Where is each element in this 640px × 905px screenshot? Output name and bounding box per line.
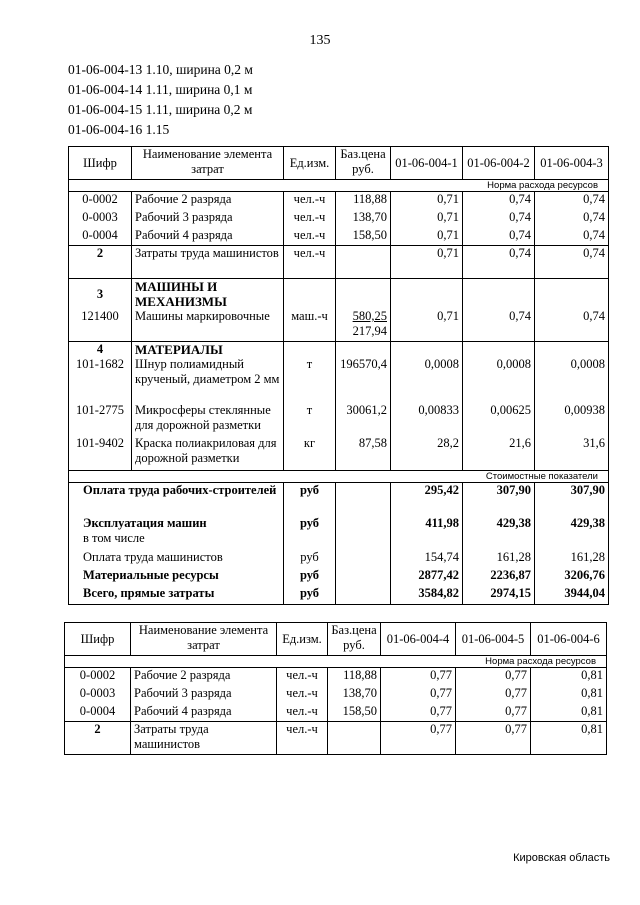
cell-value: 0,77 <box>456 686 531 704</box>
norma-label: Норма расхода ресурсов <box>69 180 609 192</box>
resource-table-2 <box>64 622 607 755</box>
cell-shifr: 2 <box>65 722 131 755</box>
cell-value: 28,2 <box>391 436 463 470</box>
norma-label: Норма расхода ресурсов <box>65 656 607 668</box>
code-line: 01-06-004-13 1.10, ширина 0,2 м <box>68 62 253 77</box>
resource-table-1 <box>68 146 609 605</box>
cell-value: 0,0008 <box>463 357 535 403</box>
cell-value: 0,74 <box>535 228 609 246</box>
summary-value: 161,28 <box>463 550 535 568</box>
header-col-2: 01-06-004-5 <box>456 623 531 656</box>
table-row <box>69 210 609 228</box>
table-header <box>65 623 607 656</box>
header-name: Наименование элемента затрат <box>131 623 277 656</box>
cell-unit: чел.-ч <box>277 686 328 704</box>
cell-value: 0,77 <box>381 722 456 755</box>
cell-shifr: 101-2775 <box>69 403 132 436</box>
summary-row <box>69 586 609 604</box>
summary-subtitle: в том числе <box>83 531 145 545</box>
cell-value: 0,71 <box>391 228 463 246</box>
summary-value: 161,28 <box>535 550 609 568</box>
table-row <box>65 686 607 704</box>
table-row <box>69 309 609 341</box>
cell-unit: чел.-ч <box>284 192 336 210</box>
section-title: МАШИНЫ И МЕХАНИЗМЫ <box>132 279 284 310</box>
cell-price <box>336 246 391 279</box>
cell-value: 0,77 <box>381 686 456 704</box>
cell-name: Затраты труда машинистов <box>132 246 284 279</box>
cell-value: 21,6 <box>463 436 535 470</box>
summary-value: 2974,15 <box>463 586 535 604</box>
header-price: Баз.цена руб. <box>336 147 391 180</box>
cell-value: 0,81 <box>531 668 607 686</box>
cell-price: 138,70 <box>328 686 381 704</box>
cell-shifr: 0-0002 <box>69 192 132 210</box>
cell-name: Рабочий 4 разряда <box>131 704 277 722</box>
cell-price <box>336 309 391 341</box>
table-row <box>69 246 609 279</box>
cell-price: 158,50 <box>336 228 391 246</box>
summary-name <box>69 516 284 550</box>
header-col-1: 01-06-004-4 <box>381 623 456 656</box>
cell-value: 0,77 <box>456 668 531 686</box>
cell-shifr: 0-0003 <box>69 210 132 228</box>
cell-shifr: 0-0002 <box>65 668 131 686</box>
cell-name: Рабочие 2 разряда <box>131 668 277 686</box>
cell-price: 87,58 <box>336 436 391 470</box>
table-row <box>65 668 607 686</box>
cell-value: 0,77 <box>456 704 531 722</box>
cell-value: 0,00625 <box>463 403 535 436</box>
table-row <box>69 403 609 436</box>
footer-region: Кировская область <box>513 852 610 864</box>
header-unit: Ед.изм. <box>284 147 336 180</box>
cell-value: 0,74 <box>535 309 609 341</box>
summary-unit: руб <box>284 568 336 586</box>
section-title: МАТЕРИАЛЫ <box>132 341 284 357</box>
summary-unit: руб <box>284 482 336 516</box>
summary-value: 307,90 <box>463 482 535 516</box>
cell-price: 196570,4 <box>336 357 391 403</box>
table-row <box>69 228 609 246</box>
table-header <box>69 147 609 180</box>
cell-shifr: 0-0004 <box>69 228 132 246</box>
cell-value: 0,77 <box>381 668 456 686</box>
section-row-machines <box>69 279 609 310</box>
cell-unit: чел.-ч <box>277 668 328 686</box>
cell-value: 0,74 <box>463 210 535 228</box>
summary-row <box>69 568 609 586</box>
table-row <box>65 704 607 722</box>
cell-unit: т <box>284 403 336 436</box>
cell-name: Микросферы стеклянные для дорожной разметки <box>132 403 284 436</box>
cell-unit: чел.-ч <box>277 722 328 755</box>
summary-name: Оплата труда рабочих-строителей <box>69 482 284 516</box>
summary-value: 411,98 <box>391 516 463 550</box>
header-shifr: Шифр <box>65 623 131 656</box>
cell-name: Рабочий 3 разряда <box>131 686 277 704</box>
cell-value: 0,71 <box>391 309 463 341</box>
summary-unit: руб <box>284 516 336 550</box>
cell-price: 158,50 <box>328 704 381 722</box>
cell-shifr: 0-0004 <box>65 704 131 722</box>
summary-title: Эксплуатация машин <box>83 516 207 530</box>
cell-unit: чел.-ч <box>277 704 328 722</box>
summary-value: 2877,42 <box>391 568 463 586</box>
code-line: 01-06-004-15 1.11, ширина 0,2 м <box>68 102 253 117</box>
header-col-2: 01-06-004-2 <box>463 147 535 180</box>
cell-price: 118,88 <box>336 192 391 210</box>
cell-price <box>328 722 381 755</box>
header-name: Наименование элемента затрат <box>132 147 284 180</box>
cell-value: 0,81 <box>531 722 607 755</box>
stoim-label: Стоимостные показатели <box>69 470 609 482</box>
cell-shifr: 121400 <box>69 309 132 341</box>
summary-unit: руб <box>284 586 336 604</box>
cell-name: Рабочий 3 разряда <box>132 210 284 228</box>
summary-value: 307,90 <box>535 482 609 516</box>
cell-value: 0,74 <box>463 228 535 246</box>
summary-unit: руб <box>284 550 336 568</box>
summary-row <box>69 482 609 516</box>
cell-value: 0,71 <box>391 246 463 279</box>
cell-value: 0,74 <box>535 210 609 228</box>
header-unit: Ед.изм. <box>277 623 328 656</box>
cell-name: Рабочие 2 разряда <box>132 192 284 210</box>
cell-value: 0,71 <box>391 192 463 210</box>
header-price: Баз.цена руб. <box>328 623 381 656</box>
cell-shifr: 0-0003 <box>65 686 131 704</box>
summary-value: 295,42 <box>391 482 463 516</box>
cell-value: 31,6 <box>535 436 609 470</box>
cell-value: 0,74 <box>535 192 609 210</box>
cell-unit: чел.-ч <box>284 246 336 279</box>
cell-value: 0,74 <box>463 192 535 210</box>
code-line: 01-06-004-14 1.11, ширина 0,1 м <box>68 82 253 97</box>
cell-name: Шнур полиамидный крученый, диаметром 2 мм <box>132 357 284 403</box>
cell-value: 0,71 <box>391 210 463 228</box>
summary-name: Всего, прямые затраты <box>69 586 284 604</box>
header-shifr: Шифр <box>69 147 132 180</box>
cell-value: 0,00938 <box>535 403 609 436</box>
cell-price: 138,70 <box>336 210 391 228</box>
code-line: 01-06-004-16 1.15 <box>68 122 170 137</box>
header-col-3: 01-06-004-3 <box>535 147 609 180</box>
price-top: 580,25 <box>352 309 387 323</box>
section-row-materials <box>69 341 609 357</box>
cell-value: 0,81 <box>531 704 607 722</box>
cell-shifr: 101-9402 <box>69 436 132 470</box>
table-row <box>69 357 609 403</box>
cell-name: Краска полиакриловая для дорожной разметки <box>132 436 284 470</box>
header-col-3: 01-06-004-6 <box>531 623 607 656</box>
cell-price: 118,88 <box>328 668 381 686</box>
cell-value: 0,77 <box>381 704 456 722</box>
summary-value: 3584,82 <box>391 586 463 604</box>
cell-value: 0,74 <box>535 246 609 279</box>
summary-row <box>69 550 609 568</box>
cell-name: Машины маркировочные <box>132 309 284 341</box>
summary-value: 429,38 <box>463 516 535 550</box>
cell-shifr: 101-1682 <box>69 357 132 403</box>
cell-price: 30061,2 <box>336 403 391 436</box>
table-row <box>65 722 607 755</box>
cell-unit: т <box>284 357 336 403</box>
cell-name: Рабочий 4 разряда <box>132 228 284 246</box>
cell-value: 0,74 <box>463 309 535 341</box>
summary-value: 429,38 <box>535 516 609 550</box>
summary-value: 2236,87 <box>463 568 535 586</box>
cell-value: 0,00833 <box>391 403 463 436</box>
cell-shifr: 3 <box>69 279 132 310</box>
header-col-1: 01-06-004-1 <box>391 147 463 180</box>
cell-name: Затраты труда машинистов <box>131 722 277 755</box>
page-number: 135 <box>309 33 331 48</box>
summary-name: Оплата труда машинистов <box>69 550 284 568</box>
cell-value: 0,0008 <box>535 357 609 403</box>
cell-value: 0,77 <box>456 722 531 755</box>
summary-value: 154,74 <box>391 550 463 568</box>
code-list <box>68 60 253 140</box>
table-row <box>69 192 609 210</box>
table-row <box>69 436 609 470</box>
cell-unit: чел.-ч <box>284 228 336 246</box>
cell-shifr: 4 <box>69 341 132 357</box>
summary-value: 3206,76 <box>535 568 609 586</box>
summary-name: Материальные ресурсы <box>69 568 284 586</box>
price-bottom: 217,94 <box>352 324 387 338</box>
cell-value: 0,74 <box>463 246 535 279</box>
summary-row <box>69 516 609 550</box>
cell-unit: маш.-ч <box>284 309 336 341</box>
cell-value: 0,0008 <box>391 357 463 403</box>
cell-shifr: 2 <box>69 246 132 279</box>
cell-value: 0,81 <box>531 686 607 704</box>
cell-unit: кг <box>284 436 336 470</box>
summary-value: 3944,04 <box>535 586 609 604</box>
cell-unit: чел.-ч <box>284 210 336 228</box>
